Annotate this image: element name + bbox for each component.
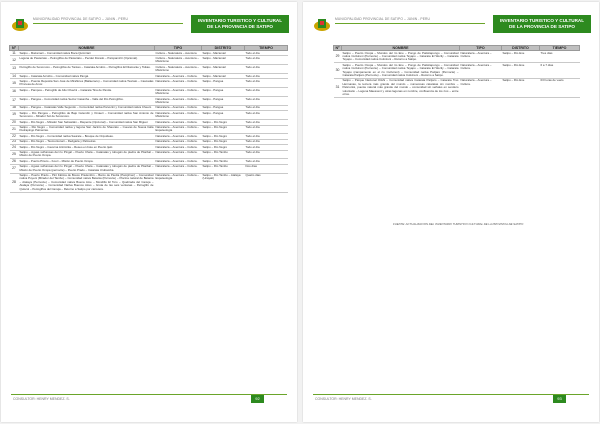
route-duration: Todo el día — [245, 111, 288, 120]
inventory-title-box — [191, 15, 289, 33]
row-number: 22 — [10, 134, 19, 139]
col-tipo: TIPO — [155, 46, 202, 51]
route-district: Satipo - Pangoa — [202, 88, 245, 97]
row-number: 19 — [10, 111, 19, 120]
route-district: Satipo – Río Negro — [202, 120, 245, 125]
route-duration: Todo el día — [245, 139, 288, 144]
route-name: Satipo – Catarata Arcobio – Comunidad nativa Pangá. — [19, 74, 155, 79]
route-name: Satipo – Río Negro – Comunidad nativa Saurate – Bosque de Orquídeas. — [19, 134, 155, 139]
route-district: Satipo - Pangoa — [202, 79, 245, 88]
route-type: Naturaleza – Aventura – Cultura. — [155, 159, 202, 164]
header-divider — [33, 23, 183, 24]
route-name: Satipo – Pampoa – Petroglifo de Alto Chavini – Catarata Tina de Panda. — [19, 88, 155, 97]
page-header — [311, 15, 591, 41]
row-number: 23 — [10, 139, 19, 144]
route-type: Cultura – Naturaleza – Aventura — [155, 51, 202, 56]
col-distrito: DISTRITO — [502, 46, 540, 51]
route-type: Naturaleza – Aventura – Cultura – Misticismo — [155, 97, 202, 106]
col-tiempo: TIEMPO — [540, 46, 580, 51]
page-number: 93 — [553, 395, 566, 403]
title-line-1: INVENTARIO TURISTICO Y CULTURAL — [197, 18, 283, 23]
route-type: Naturaleza – Aventura – Cultura. — [155, 150, 202, 159]
municipality-name: MUNICIPALIDAD PROVINCIAL DE SATIPO – JUNIN - PERU — [33, 17, 128, 21]
route-name: Satipo – Puerto Prado – Pint Fátima de Bosco Prielembrs – Barco de Piedra (Pamjiriner) – Comunidad nativa Poyeni (Mirador del Tambo) – Comunidad nativa Betania (Pernocte) – Piscina natural de Betania – Atalaya (Pernocte) – Comunidad nativa Buena Ame – Mondillo El Toro – Quebrada del Canuja – Atalaya (Pernocte) – Comunidad Nativa Buenos Aires – Gruta de las seis ventanas – Petroglifo de Quiscol – Petroglifos del Canuja – Retorno a Satipo por carretera. — [19, 173, 154, 191]
route-name: Petroglifo de Sonomoro – Petroglifos de Tonkes – Catarata Arcobio – Petroglifos El Diamante y Tsikas. — [19, 65, 155, 74]
table-row — [334, 63, 580, 79]
route-type: Naturaleza – Aventura – Cultura. — [460, 63, 502, 79]
table-row — [10, 125, 288, 134]
route-district: Satipo – Río Negro — [202, 125, 245, 134]
inventory-title-box — [493, 15, 591, 33]
route-district: Satipo - Pangoa — [202, 105, 245, 110]
col-num: Nº — [10, 46, 19, 51]
route-name: Satipo – Puerto Ocopa – Mundos del río Ene – Pongo de Paitsitapongo – Comunidad nativa Cutivireni (Pernocte) – Comunidad nativa Teyapo – Catarata El Wertly – Catarata Teyapo (campamento en el río Cutivireni) – Comunidad nativa Parijaro (Pernocte) – Catarata Parijaro (Pernocte) – Comunidad nativa Cutivireni – Retorno a Satipo. — [342, 62, 459, 77]
route-name: Satipo – Pangoa – Comunidad nativa Sector Casanha – Valle del Río Petroglifos. — [19, 97, 155, 106]
footer-divider — [313, 394, 589, 395]
route-type: Naturaleza – Aventura – Cultura. — [155, 105, 202, 110]
route-type: Naturaleza – Aventura – Cultura – Misticismo — [155, 111, 202, 120]
route-duration: Todo el día — [245, 79, 288, 88]
row-number: 16 — [10, 88, 19, 97]
table-body — [10, 51, 288, 193]
route-type: Naturaleza – Aventura – Cultura – Espeleología — [155, 173, 202, 192]
row-number: 31 — [334, 78, 342, 97]
route-district: Satipo - Mazamari — [202, 74, 245, 79]
route-district: Satipo – Río Negro — [202, 139, 245, 144]
table-row — [10, 65, 288, 74]
col-tipo: TIPO — [460, 46, 502, 51]
route-district: Satipo – Río Tambo — [202, 150, 245, 159]
routes-table-left — [9, 45, 288, 193]
route-district: Satipo – Río Negro — [202, 134, 245, 139]
table-row — [10, 150, 288, 159]
header-divider — [335, 23, 485, 24]
route-type: Naturaleza – Aventura – Cultura. — [155, 79, 202, 88]
row-number: 27 — [10, 164, 19, 173]
left-page — [1, 2, 297, 422]
route-type: Naturaleza – Aventura – Cultura. — [155, 74, 202, 79]
route-district: Satipo – Río Ene — [502, 51, 540, 63]
route-name: Satipo – Puerto Pinuto – Koori – Misión de Puerto Ocopa. — [19, 159, 155, 164]
route-name: Laguna de Pasteriato – Petroglifos de Pasteriato – Pecdet Dorado – Pampamiriri (Opcional). — [19, 56, 155, 65]
row-number: 11 — [10, 51, 19, 56]
route-type: Naturaleza – Aventura – Cultura – Espeleología — [155, 125, 202, 134]
row-number: 25 — [10, 150, 19, 159]
route-district: Satipo – Río Tambo — [202, 159, 245, 164]
route-type: Cultura – Naturaleza – Aventura – Misticismo — [155, 56, 202, 65]
route-duration: Dos días — [245, 164, 288, 173]
row-number: 26 — [10, 159, 19, 164]
table-row — [10, 97, 288, 106]
table-body — [334, 51, 580, 98]
table-row — [10, 173, 288, 192]
route-duration: 03 horas de vuelo — [540, 78, 580, 97]
col-nombre: NOMBRE — [342, 46, 460, 51]
table-row — [334, 51, 580, 63]
route-duration: Todo el día — [245, 125, 288, 134]
route-district: Satipo - Pangoa — [202, 111, 245, 120]
routes-table-right — [333, 45, 580, 98]
route-duration: Todo el día — [245, 51, 288, 56]
route-duration: 6 a 7 días — [540, 63, 580, 79]
route-type: Naturaleza – Aventura – Cultura. — [155, 139, 202, 144]
route-name: Satipo – Río Negro – Caverna Antimirka – Reseo en bote en Puerto Ijeki. — [19, 145, 155, 150]
col-distrito: DISTRITO — [202, 46, 245, 51]
route-district: Satipo - Mazamari — [202, 56, 245, 65]
route-name: Satipo – Puerto Ocopa – Mundos del río Ene – Pongo de Paitsitapongo – Comunidad nativa Cutivireni (Pernocte) – Comunidad nativa Teyapo – Catarata El Wertly – Catarata Teyapo – Comunidad nativa Cutivireni – Retorno a Satipo. — [342, 50, 459, 62]
route-name: Satipo – Río Pangoa – Petroglifos de Bajo Celendín y Omaeri – Comunidad nativa San Antonio de Sonomoro – Mirador Sol de Sonomoro. — [19, 110, 154, 119]
route-type: Cultura – Naturaleza – Aventura – Misticismo — [155, 65, 202, 74]
row-number: 15 — [10, 79, 19, 88]
municipality-name: MUNICIPALIDAD PROVINCIAL DE SATIPO – JUNIN - PERU — [335, 17, 430, 21]
row-number: 18 — [10, 105, 19, 110]
route-type: Naturaleza – Aventura – Cultura. — [155, 145, 202, 150]
col-nombre: NOMBRE — [19, 46, 155, 51]
route-duration: Tres días — [540, 51, 580, 63]
row-number: 17 — [10, 97, 19, 106]
route-type: Naturaleza – Aventura – Cultura – Misticismo — [155, 88, 202, 97]
table-row — [10, 56, 288, 65]
row-number: 14 — [10, 74, 19, 79]
route-duration: Todo el día — [245, 105, 288, 110]
right-page — [303, 2, 599, 422]
route-name: Satipo – Aguas sulfurosas del río Pingal – Puerto Chela – Cataratas y tobogán de piedra de Pitarbal – Misión de Puerto Ocopa. — [19, 150, 154, 158]
route-duration: Todo el día — [245, 97, 288, 106]
consultant-name: CONSULTOR: HENRY MENDEZ. S. — [13, 397, 70, 401]
page-header — [9, 15, 289, 41]
route-name: Satipo – Río Negro – Comunidad nativa y laguna San Jacinto de Shaurato – Cuevas de Nueva Italia Pedrapingo Palmeiras. — [19, 125, 154, 133]
table-row — [10, 164, 288, 173]
municipality-logo — [313, 16, 331, 32]
route-district: Satipo – Río Ene — [502, 78, 540, 97]
row-number: 20 — [10, 120, 19, 125]
row-number: 28 — [10, 173, 19, 192]
row-number: 13 — [10, 65, 19, 74]
col-tiempo: TIEMPO — [245, 46, 288, 51]
route-duration: Todo el día — [245, 134, 288, 139]
route-district: Satipo - Mazamari — [202, 51, 245, 56]
route-duration: Todo el día — [245, 150, 288, 159]
route-duration: Quatro días — [245, 173, 288, 192]
route-district: Satipo - Mazamari — [202, 65, 245, 74]
row-number: 30 — [334, 63, 342, 79]
table-row — [10, 79, 288, 88]
route-name: Satipo – Aguas sulfurosas del río Pingal – Puerto Chela – Cataratas y tobogán de piedra de Pitarbal – Misión de Puerto Ocopa (pernocte) – Puerto Prado – Catarata Urubamba. — [19, 164, 154, 172]
route-duration: Todo el día — [245, 74, 288, 79]
title-line-1: INVENTARIO TURISTICO Y CULTURAL — [499, 18, 585, 23]
route-type: Naturaleza – Aventura – Cultura. — [460, 51, 502, 63]
route-district: Satipo – Río Negro — [202, 145, 245, 150]
row-number: 24 — [10, 145, 19, 150]
route-name: Satipo – Río Negro – Mirador San Sebastián – Riepente (Opcional) – Comunidad nativa San Miguel. — [19, 120, 155, 125]
municipality-logo — [11, 16, 29, 32]
route-name: Satipo – Mazamari – Comunidad nativa Boca Quimiriari — [19, 51, 155, 56]
consultant-name: CONSULTOR: HENRY MENDEZ. S. — [315, 397, 372, 401]
route-district: Satipo – Río Tambo – Atalaya (Ucayali) — [202, 173, 245, 192]
row-number: 21 — [10, 125, 19, 134]
route-name: Satipo – Pangoa – Cataratas Valle Segundo – Comunidad nativa Parverini y Comunidad nativa Cheeni. — [19, 105, 155, 110]
route-duration: Todo el día — [245, 56, 288, 65]
row-number: 29 — [334, 51, 342, 63]
table-row — [334, 78, 580, 97]
row-number: 12 — [10, 56, 19, 65]
table-row — [10, 111, 288, 120]
table-row — [10, 88, 288, 97]
route-duration: Todo el día — [245, 65, 288, 74]
page-number: 92 — [251, 395, 264, 403]
source-note: FUENTE: ACTUALIZACION DEL INVENTARIO TURISTICO CULTURAL DE LA PROVINCIA DE SATIPO — [393, 222, 524, 226]
route-duration: Todo el día — [245, 145, 288, 150]
title-line-2: DE LA PROVINCIA DE SATIPO — [207, 24, 273, 29]
footer-divider — [11, 394, 287, 395]
route-duration: Todo el día — [245, 120, 288, 125]
route-type: Naturaleza – Aventura – Cultura. — [155, 134, 202, 139]
title-line-2: DE LA PROVINCIA DE SATIPO — [509, 24, 575, 29]
route-district: Satipo – Río Ene — [502, 63, 540, 79]
route-type: Naturaleza – Aventura – Cultura. — [155, 164, 202, 173]
route-district: Satipo - Pangoa — [202, 97, 245, 106]
col-num: Nº — [334, 46, 342, 51]
route-name: Satipo – Río Negro – Tsomontonari – Redgaria y Palmeiras. — [19, 139, 155, 144]
route-type: Naturaleza – Aventura – Cultura. — [460, 78, 502, 97]
route-district: Satipo – Río Tambo — [202, 164, 245, 173]
route-name: Satipo – Parque Nacional Otishi – Comunidad nativa Catarata Parijaro – Catarata Tres Hermanas, la tercera más grande del mundo – numerosas cataratas sin nombre – Paisrontsi, puente natural más grande del mundo – comunidad sin señales en sendero voluntario – Laguna Maesvent y otras lagunas en nombre, confluencia de los ríos – entre otros. — [342, 78, 459, 96]
route-duration: Todo el día — [245, 88, 288, 97]
route-name: Satipo – Puente Reposita San José de Miraflores (Bailaoraco) – Comunidad nativa Tsoriato – Cascadas Princesa de Amor. — [19, 78, 154, 87]
route-duration: Todo el día — [245, 159, 288, 164]
route-type: Naturaleza – Aventura – Cultura. — [155, 120, 202, 125]
